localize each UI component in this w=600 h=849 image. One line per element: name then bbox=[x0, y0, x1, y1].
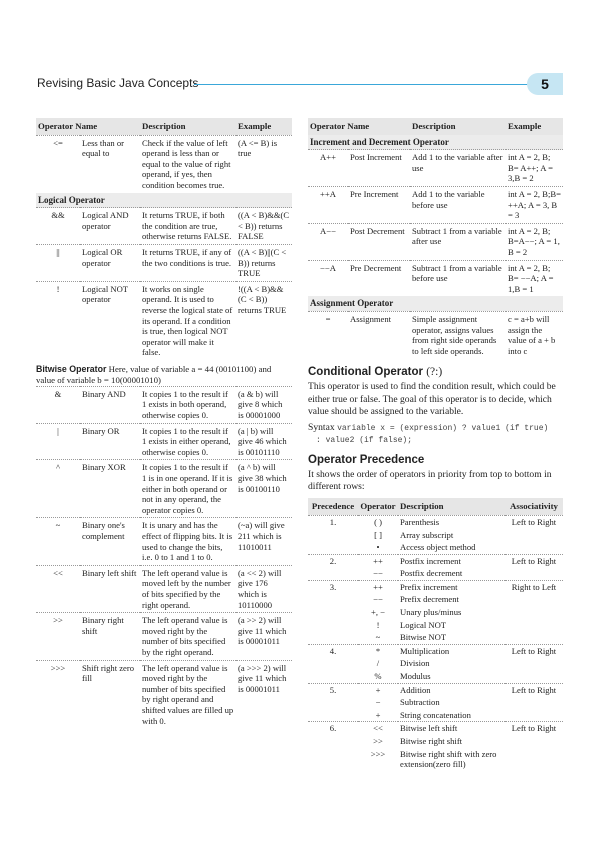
operator-example: (a >>> 2) will give 11 which is 00001011 bbox=[236, 660, 292, 728]
precedence-associativity: Right to Left bbox=[505, 580, 563, 644]
precedence-operator: ~ bbox=[375, 632, 381, 643]
operators-table-left bbox=[36, 118, 292, 360]
operator-symbol: ~ bbox=[36, 518, 80, 565]
operator-name: Binary right shift bbox=[80, 613, 140, 660]
table-row bbox=[308, 311, 563, 358]
operator-example: ((A < B)&&(C < B)) returns FALSE bbox=[236, 208, 292, 245]
precedence-description: Bitwise right shift with zero extension(zero fill) bbox=[400, 748, 497, 770]
table-header-row bbox=[308, 498, 563, 515]
precedence-operator: +, − bbox=[371, 607, 385, 618]
right-column bbox=[308, 118, 563, 771]
page-number: 5 bbox=[527, 73, 563, 95]
operator-symbol: ^ bbox=[36, 460, 80, 518]
syntax-code-line-2: : value2 (if false); bbox=[316, 435, 413, 445]
header-description: Description bbox=[140, 118, 236, 135]
precedence-level: 3. bbox=[308, 580, 358, 644]
precedence-associativity: Left to Right bbox=[505, 683, 563, 722]
precedence-description: Division bbox=[400, 658, 430, 669]
precedence-associativity: Left to Right bbox=[505, 554, 563, 580]
operator-description: The left operand value is moved left by the number of bits specified by the right operand. bbox=[140, 565, 236, 612]
conditional-title-suffix: (?:) bbox=[426, 366, 443, 379]
conditional-section bbox=[308, 366, 563, 445]
operator-example: (a & b) will give 8 which is 00001000 bbox=[236, 386, 292, 423]
table-row bbox=[36, 613, 292, 660]
table-row bbox=[36, 135, 292, 192]
operator-description: Subtract 1 from a variable after use bbox=[410, 223, 506, 260]
precedence-level: 2. bbox=[308, 554, 358, 580]
conditional-text: This operator is used to find the condition result, which could be either true or false. The goal of this operator is to decide, which value should be assigned to the variable. bbox=[308, 381, 556, 418]
operator-example: (a | b) will give 46 which is 00101110 bbox=[236, 423, 292, 460]
operator-name: Logical NOT operator bbox=[80, 281, 140, 360]
header-precedence: Precedence bbox=[308, 498, 358, 515]
precedence-operator: ++ bbox=[358, 580, 398, 593]
operator-example: ((A < B)||(C < B)) returns TRUE bbox=[236, 244, 292, 281]
operator-description: It is unary and has the effect of flipping bits. It is used to change the bits, i.e. 0 to 1 and 1 to 0. bbox=[140, 518, 236, 565]
table-row bbox=[308, 260, 563, 296]
operator-example: int A = 2, B;B= ++A; A = 3, B = 3 bbox=[506, 186, 563, 223]
operator-symbol: ! bbox=[36, 281, 80, 360]
precedence-text: It shows the order of operators in priority from top to bottom in different rows: bbox=[308, 468, 552, 492]
operator-example: int A = 2, B; B= −−A; A = 1,B = 1 bbox=[506, 260, 563, 296]
precedence-description: Unary plus/minus bbox=[400, 607, 462, 618]
precedence-operator: • bbox=[376, 542, 380, 553]
syntax-code-line-1: variable x = (expression) ? value1 (if true) bbox=[337, 423, 549, 433]
header-operator-name: Operator Name bbox=[308, 118, 410, 135]
table-row bbox=[308, 186, 563, 223]
table-row bbox=[308, 580, 563, 593]
section-row bbox=[308, 135, 563, 150]
table-row bbox=[308, 223, 563, 260]
precedence-operator: + bbox=[358, 683, 398, 696]
operator-description: Add 1 to the variable after use bbox=[410, 150, 506, 187]
header-example: Example bbox=[236, 118, 292, 135]
operator-description: Simple assignment operator, assigns values from right side operands to left side operands. bbox=[410, 311, 506, 358]
precedence-operator: ++ bbox=[358, 554, 398, 567]
precedence-level: 6. bbox=[308, 722, 358, 771]
precedence-operator: << bbox=[358, 722, 398, 735]
header-operator: Operator bbox=[358, 498, 398, 515]
operator-symbol: A−− bbox=[308, 223, 348, 260]
precedence-operator: [ ] bbox=[374, 529, 382, 540]
precedence-operator: >>> bbox=[370, 748, 386, 759]
operator-example: int A = 2, B; B=A−−; A = 1, B = 2 bbox=[506, 223, 563, 260]
operator-name: Binary AND bbox=[80, 386, 140, 423]
header-operator-name: Operator Name bbox=[36, 118, 140, 135]
operator-symbol: || bbox=[36, 244, 80, 281]
precedence-description: Prefix decrement bbox=[400, 594, 459, 605]
table-row bbox=[36, 386, 292, 423]
operator-description: It copies 1 to the result if 1 exists in either operand, otherwise copies 0. bbox=[140, 423, 236, 460]
operator-symbol: && bbox=[36, 208, 80, 245]
precedence-operator: >> bbox=[373, 736, 383, 746]
precedence-description: Bitwise NOT bbox=[400, 632, 447, 643]
table-row bbox=[36, 208, 292, 245]
table-row bbox=[308, 515, 563, 528]
operator-description: Subtract 1 from a variable before use bbox=[410, 260, 506, 296]
operator-name: Logical AND operator bbox=[80, 208, 140, 245]
bitwise-table bbox=[36, 386, 292, 728]
precedence-description: Parenthesis bbox=[398, 515, 505, 528]
operator-symbol: ++A bbox=[308, 186, 348, 223]
operator-description: It returns TRUE, if any of the two conditions is true. bbox=[140, 244, 236, 281]
bitwise-note: Here, value of variable a = 44 (00101100) and value of variable b = 10(00001010) bbox=[36, 363, 272, 385]
table-row bbox=[36, 244, 292, 281]
table-row bbox=[36, 460, 292, 518]
section-incdec: Increment and Decrement Operator bbox=[308, 135, 563, 150]
precedence-description: Postfix decrement bbox=[400, 568, 463, 579]
operator-symbol: >> bbox=[36, 613, 80, 660]
operator-description: Check if the value of left operand is less than or equal to the value of right operand, if yes, then condition becomes true. bbox=[140, 135, 236, 192]
operator-example: int A = 2, B; B= A++; A = 3,B = 2 bbox=[506, 150, 563, 187]
precedence-operator: −− bbox=[373, 568, 383, 579]
precedence-description: Bitwise left shift bbox=[398, 722, 505, 735]
operator-name: Post Increment bbox=[348, 150, 410, 187]
operator-example: (a << 2) will give 176 which is 10110000 bbox=[236, 565, 292, 612]
operator-symbol: & bbox=[36, 386, 80, 423]
header-description: Description bbox=[410, 118, 506, 135]
table-row bbox=[36, 565, 292, 612]
operator-description: It copies 1 to the result if 1 is in one operand. If it is either in both operand or not in any operand, the operator copies 0. bbox=[140, 460, 236, 518]
operator-symbol: A++ bbox=[308, 150, 348, 187]
table-header-row bbox=[36, 118, 292, 135]
precedence-operator: / bbox=[376, 658, 380, 669]
operator-name: Pre Decrement bbox=[348, 260, 410, 296]
operator-description: It copies 1 to the result if 1 exists in both operand, otherwise copies 0. bbox=[140, 386, 236, 423]
operator-symbol: = bbox=[308, 311, 348, 358]
table-row bbox=[308, 150, 563, 187]
table-row bbox=[308, 554, 563, 567]
operator-name: Pre Increment bbox=[348, 186, 410, 223]
section-logical: Logical Operator bbox=[36, 193, 292, 208]
operator-name: Post Decrement bbox=[348, 223, 410, 260]
precedence-description: Postfix increment bbox=[398, 554, 505, 567]
operator-example: (A <= B) is true bbox=[236, 135, 292, 192]
operator-name: Binary XOR bbox=[80, 460, 140, 518]
precedence-level: 1. bbox=[308, 515, 358, 554]
precedence-section bbox=[308, 454, 563, 771]
precedence-description: Subtraction bbox=[400, 697, 440, 708]
operator-description: The left operand value is moved right by the number of bits specified by right operand and shifted values are filled up with 0. bbox=[140, 660, 236, 728]
table-row bbox=[36, 660, 292, 728]
precedence-description: Modulus bbox=[400, 671, 431, 682]
table-row bbox=[308, 722, 563, 735]
section-assignment: Assignment Operator bbox=[308, 296, 563, 311]
precedence-associativity: Left to Right bbox=[505, 722, 563, 771]
conditional-title-text: Conditional Operator bbox=[308, 366, 423, 379]
syntax-label: Syntax bbox=[308, 421, 335, 433]
operator-name: Shift right zero fill bbox=[80, 660, 140, 728]
precedence-title: Operator Precedence bbox=[308, 453, 425, 466]
operator-symbol: >>> bbox=[36, 660, 80, 728]
operator-name: Logical OR operator bbox=[80, 244, 140, 281]
header-associativity: Associativity bbox=[505, 498, 563, 515]
table-row bbox=[308, 683, 563, 696]
header-rule bbox=[194, 84, 530, 85]
operator-symbol: −−A bbox=[308, 260, 348, 296]
precedence-operator: + bbox=[375, 709, 381, 720]
precedence-operator: * bbox=[358, 644, 398, 657]
precedence-description: Addition bbox=[398, 683, 505, 696]
operators-table-right bbox=[308, 118, 563, 358]
operator-example: (~a) will give 211 which is 11010011 bbox=[236, 518, 292, 565]
table-row bbox=[36, 281, 292, 360]
left-column bbox=[36, 118, 292, 728]
operator-description: It returns TRUE, if both the condition are true, otherwise returns FALSE. bbox=[140, 208, 236, 245]
precedence-description: Multiplication bbox=[398, 644, 505, 657]
precedence-operator: ( ) bbox=[358, 515, 398, 528]
precedence-associativity: Left to Right bbox=[505, 644, 563, 683]
header-example: Example bbox=[506, 118, 563, 135]
header-description: Description bbox=[398, 498, 505, 515]
precedence-description: String concatenation bbox=[400, 709, 471, 720]
precedence-operator: − bbox=[375, 697, 381, 708]
operator-name: Binary one's complement bbox=[80, 518, 140, 565]
bitwise-title: Bitwise Operator bbox=[36, 363, 107, 374]
bitwise-heading bbox=[36, 364, 292, 386]
precedence-operator: ! bbox=[376, 619, 380, 630]
table-row bbox=[36, 518, 292, 565]
operator-example: c = a+b will assign the value of a + b into c bbox=[506, 311, 563, 358]
operator-example: !((A < B)&&(C < B)) returns TRUE bbox=[236, 281, 292, 360]
table-row bbox=[308, 644, 563, 657]
operator-example: (a ^ b) will give 38 which is 00100110 bbox=[236, 460, 292, 518]
section-row bbox=[36, 193, 292, 208]
precedence-associativity: Left to Right bbox=[505, 515, 563, 554]
precedence-description: Prefix increment bbox=[398, 580, 505, 593]
operator-name: Binary OR bbox=[80, 423, 140, 460]
precedence-operator: % bbox=[374, 671, 382, 682]
operator-name: Binary left shift bbox=[80, 565, 140, 612]
operator-description: The left operand value is moved right by the number of bits specified by the right operand. bbox=[140, 613, 236, 660]
syntax-block bbox=[308, 422, 563, 446]
precedence-level: 5. bbox=[308, 683, 358, 722]
table-row bbox=[36, 423, 292, 460]
conditional-title bbox=[308, 366, 563, 378]
operator-symbol: << bbox=[36, 565, 80, 612]
operator-description: It works on single operand. It is used to reverse the logical state of its operand. If a condition is true, then logical NOT operator will make it false. bbox=[140, 281, 236, 360]
operator-symbol: <= bbox=[36, 135, 80, 192]
precedence-description: Bitwise right shift bbox=[400, 736, 463, 746]
operator-name: Assignment bbox=[348, 311, 410, 358]
precedence-operator: −− bbox=[373, 594, 383, 605]
operator-example: (a >> 2) will give 11 which is 00001011 bbox=[236, 613, 292, 660]
section-row bbox=[308, 296, 563, 311]
precedence-description: Logical NOT bbox=[400, 619, 447, 630]
running-header: Revising Basic Java Concepts bbox=[37, 76, 199, 90]
precedence-level: 4. bbox=[308, 644, 358, 683]
precedence-table bbox=[308, 498, 563, 770]
operator-name: Less than or equal to bbox=[80, 135, 140, 192]
operator-symbol: | bbox=[36, 423, 80, 460]
table-header-row bbox=[308, 118, 563, 135]
operator-description: Add 1 to the variable before use bbox=[410, 186, 506, 223]
precedence-description: Access object method bbox=[400, 542, 476, 553]
precedence-description: Array subscript bbox=[400, 529, 454, 540]
